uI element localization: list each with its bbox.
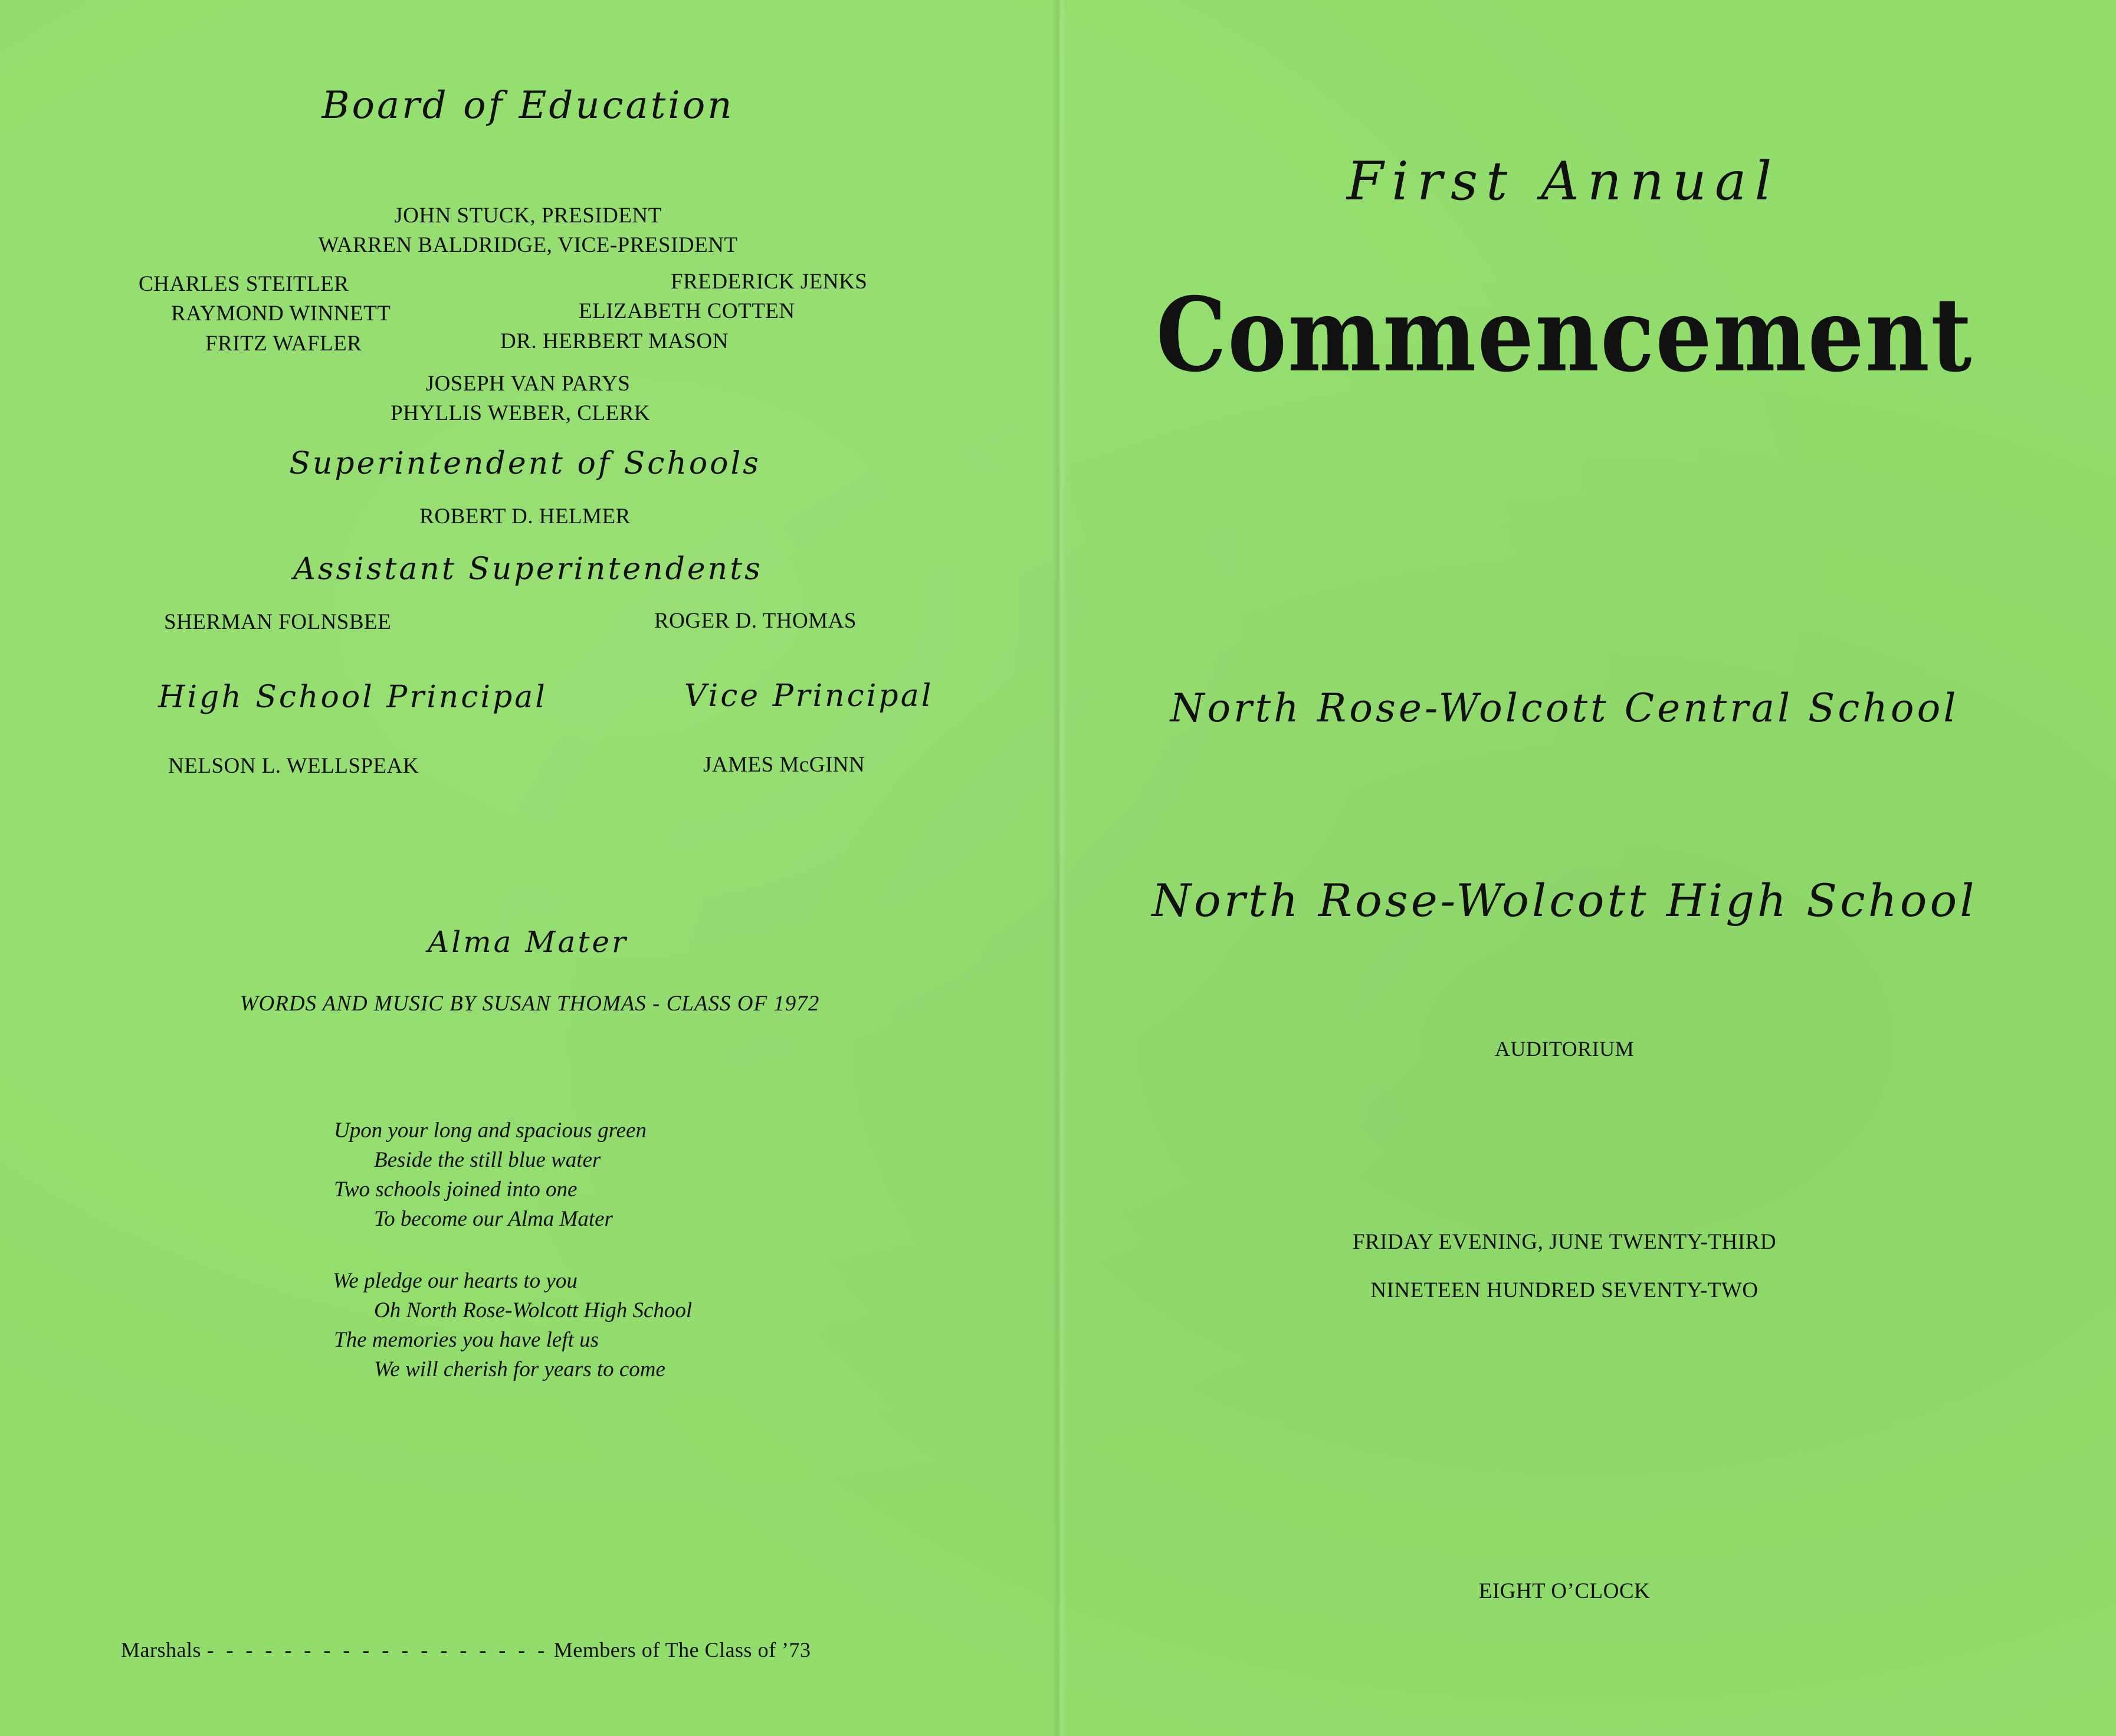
marshals-value: Members of The Class of ’73 (553, 1638, 811, 1662)
board-member-jenks: FREDERICK JENKS (671, 270, 868, 294)
board-member-winnett: RAYMOND WINNETT (171, 301, 391, 326)
marshals-line (121, 1637, 811, 1662)
board-member-van-parys: JOSEPH VAN PARYS (425, 372, 631, 396)
school-name: North Rose-Wolcott High School (1152, 874, 1977, 927)
time: EIGHT O’CLOCK (1478, 1579, 1651, 1603)
marshals-dashes: - - - - - - - - - - - - - - - - - - (206, 1638, 549, 1662)
board-clerk: PHYLLIS WEBER, CLERK (391, 401, 650, 425)
lyric-line: We pledge our hearts to you (333, 1269, 578, 1293)
assistant-superintendent-left: SHERMAN FOLNSBEE (164, 610, 392, 634)
superintendent-name: ROBERT D. HELMER (419, 504, 631, 529)
vice-principal-name: JAMES McGINN (703, 753, 865, 777)
date-line-2: NINETEEN HUNDRED SEVENTY-TWO (1370, 1278, 1759, 1302)
lyric-line: To become our Alma Mater (374, 1207, 613, 1231)
alma-mater-heading: Alma Mater (428, 925, 628, 959)
board-president: JOHN STUCK, PRESIDENT (394, 204, 662, 228)
board-member-steitler: CHARLES STEITLER (139, 272, 349, 296)
lyric-line: Upon your long and spacious green (334, 1118, 647, 1143)
vice-principal-heading: Vice Principal (684, 678, 934, 714)
left-page (0, 0, 1056, 1736)
board-heading: Board of Education (321, 84, 734, 127)
principal-name: NELSON L. WELLSPEAK (168, 754, 419, 778)
district-name: North Rose-Wolcott Central School (1170, 685, 1959, 731)
superintendent-heading: Superintendent of Schools (289, 446, 761, 481)
date-line-1: FRIDAY EVENING, JUNE TWENTY-THIRD (1352, 1230, 1777, 1254)
board-vice-president: WARREN BALDRIDGE, VICE-PRESIDENT (318, 233, 738, 257)
lyric-line: Two schools joined into one (334, 1177, 578, 1202)
marshals-label: Marshals (121, 1638, 201, 1662)
right-page (1062, 0, 2116, 1736)
lyric-line: Oh North Rose-Wolcott High School (374, 1298, 693, 1322)
commencement-title: Commencement (1156, 275, 1973, 395)
lyric-line: The memories you have left us (334, 1328, 599, 1352)
assistant-superintendent-right: ROGER D. THOMAS (654, 609, 857, 633)
lyric-line: Beside the still blue water (374, 1148, 601, 1172)
board-member-mason: DR. HERBERT MASON (500, 329, 729, 353)
board-member-wafler: FRITZ WAFLER (205, 332, 362, 356)
first-annual-heading: First Annual (1346, 150, 1780, 212)
assistant-superintendents-heading: Assistant Superintendents (293, 552, 763, 587)
lyric-line: We will cherish for years to come (374, 1357, 665, 1381)
board-member-cotten: ELIZABETH COTTEN (579, 299, 795, 323)
principal-heading: High School Principal (158, 680, 547, 715)
alma-mater-credit: WORDS AND MUSIC BY SUSAN THOMAS - CLASS OF 1972 (240, 992, 820, 1016)
venue: AUDITORIUM (1494, 1037, 1635, 1061)
